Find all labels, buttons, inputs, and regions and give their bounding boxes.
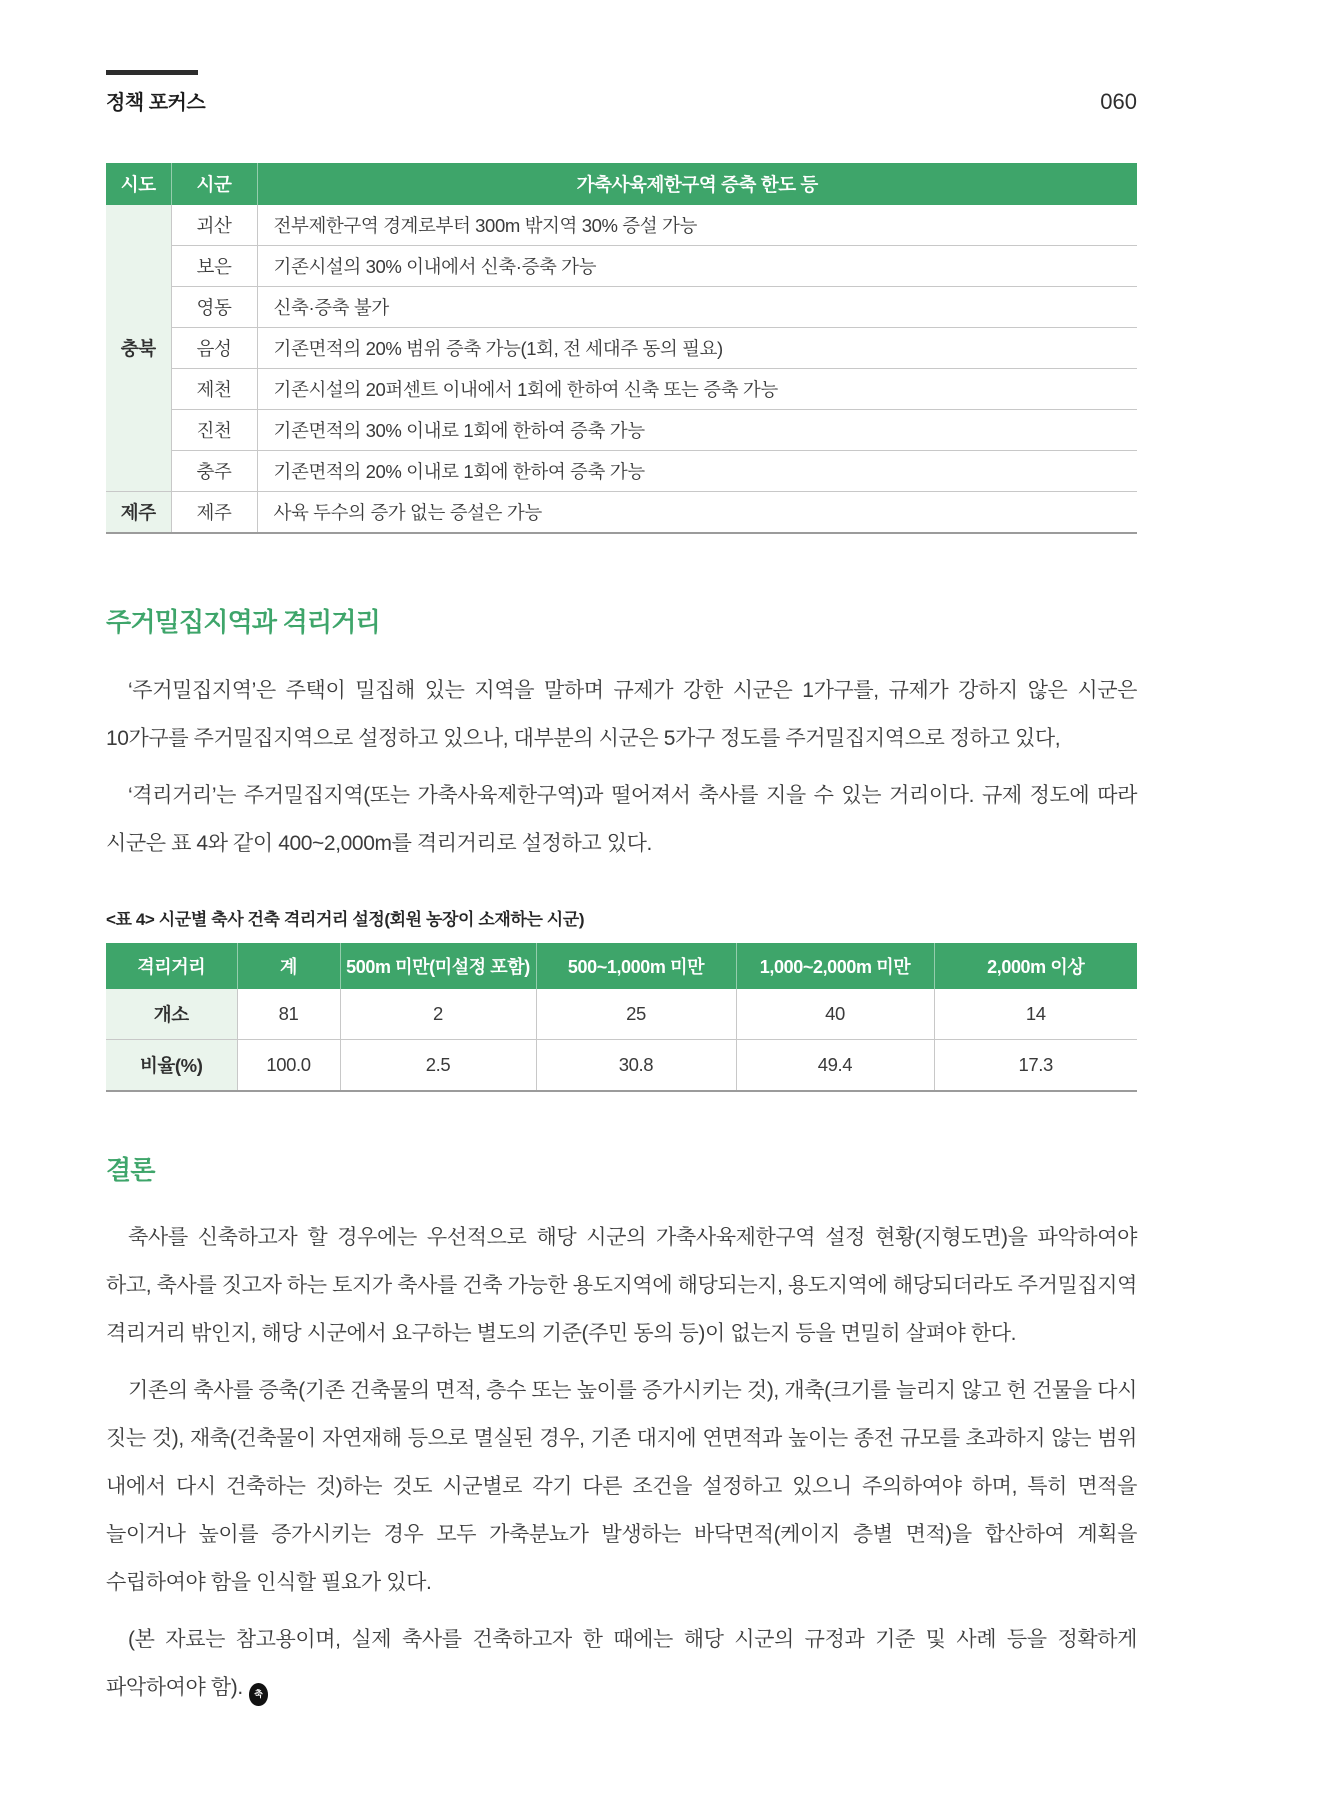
column-header-distance: 격리거리: [106, 943, 237, 989]
row-label-cell: 개소: [106, 989, 237, 1040]
body-paragraph: ‘주거밀집지역’은 주택이 밀집해 있는 지역을 말하며 규제가 강한 시군은 1가구를, 규제가 강하지 않은 시군은 10가구를 주거밀집지역으로 설정하고 있으나, 대부분의 시군은 5가구 정도를 주거밀집지역으로 정하고 있다,: [106, 678, 1137, 750]
body-paragraph: 축사를 신축하고자 할 경우에는 우선적으로 해당 시군의 가축사육제한구역 설정 현황(지형도면)을 파악하여야 하고, 축사를 짓고자 하는 토지가 축사를 건축 가능한 용도지역에 해당되는지, 용도지역에 해당되더라도 주거밀집지역 격리거리 밖인지, 해당 시군에서 요구하는 별도의 기준(주민 동의 등)이 없는지 등을 면밀히 살펴야 한다.: [106, 1226, 1137, 1345]
limit-cell: 기존시설의 30% 이내에서 신축·증축 가능: [257, 246, 1137, 287]
limit-cell: 전부제한구역 경계로부터 300m 밖지역 30% 증설 가능: [273, 215, 697, 236]
district-cell: 보은: [171, 246, 257, 287]
value-cell: 40: [736, 989, 934, 1040]
district-cell: 진천: [171, 410, 257, 451]
table-row: [106, 246, 1137, 287]
value-cell: 2: [340, 989, 536, 1040]
table-row: [106, 369, 1137, 410]
table-row: [106, 205, 1137, 246]
section-title-conclusion: 결론: [106, 1154, 155, 1185]
limit-cell: 기존면적의 20% 범위 증축 가능(1회, 전 세대주 동의 필요): [257, 328, 1137, 369]
column-header-sido: 시도: [106, 163, 171, 205]
column-header-limit: 가축사육제한구역 증축 한도 등: [257, 163, 1137, 205]
column-header-total: 계: [237, 943, 340, 989]
column-header-under-500: 500m 미만(미설정 포함): [340, 943, 536, 989]
page-number: 060: [1100, 89, 1137, 114]
table-row: [106, 410, 1137, 451]
header-row: [106, 943, 1137, 989]
table-row: [106, 989, 1137, 1040]
value-cell: 30.8: [536, 1039, 736, 1091]
column-header-1000-2000: 1,000~2,000m 미만: [736, 943, 934, 989]
district-cell: 제천: [171, 369, 257, 410]
value-cell: 49.4: [736, 1039, 934, 1091]
isolation-distance-table-body: [106, 989, 1137, 1091]
value-cell: 17.3: [934, 1039, 1137, 1091]
table-row: [106, 287, 1137, 328]
table-row: [106, 492, 1137, 534]
district-cell: 제주: [171, 492, 257, 534]
limit-cell: 사육 두수의 증가 없는 증설은 가능: [257, 492, 1137, 534]
district-cell: 괴산: [171, 205, 257, 246]
value-cell: 81: [237, 989, 340, 1040]
column-header-over-2000: 2,000m 이상: [934, 943, 1137, 989]
closing-note-text: (본 자료는 참고용이며, 실제 축사를 건축하고자 한 때에는 해당 시군의 규정과 기준 및 사례 등을 정확하게 파악하여야 함).: [106, 1628, 1137, 1699]
section-kicker: 정책 포커스: [106, 92, 206, 114]
expansion-limit-table-head: [106, 163, 1137, 205]
limit-cell: 기존면적의 20% 이내로 1회에 한하여 증축 가능: [257, 451, 1137, 492]
value-cell: 100.0: [237, 1039, 340, 1091]
district-cell: 충주: [171, 451, 257, 492]
limit-cell: 신축·증축 불가: [257, 287, 1137, 328]
value-cell: 25: [536, 989, 736, 1040]
table-row: [106, 1039, 1137, 1091]
expansion-limit-table: [106, 163, 1137, 534]
article-end-seal-icon: 축: [249, 1683, 268, 1706]
table4-caption: <표 4> 시군별 축사 건축 격리거리 설정(회원 농장이 소재하는 시군): [106, 909, 585, 929]
row-label-cell: 비율(%): [106, 1039, 237, 1091]
isolation-distance-table: [106, 943, 1137, 1092]
province-cell: 충북: [106, 205, 171, 492]
province-cell: 제주: [106, 492, 171, 534]
page-header: [106, 70, 1137, 115]
district-cell: 영동: [171, 287, 257, 328]
body-paragraph-last: [106, 1616, 1137, 1712]
kicker-rule: [106, 70, 198, 75]
limit-cell: 기존면적의 30% 이내로 1회에 한하여 증축 가능: [257, 410, 1137, 451]
expansion-limit-table-body: [106, 205, 1137, 533]
body-paragraph: 기존의 축사를 증축(기존 건축물의 면적, 층수 또는 높이를 증가시키는 것), 개축(크기를 늘리지 않고 헌 건물을 다시 짓는 것), 재축(건축물이 자연재해 등으로 멸실된 경우, 기존 대지에 연면적과 높이는 종전 규모를 초과하지 않는 범위 내에서 다시 건축하는 것)하는 것도 시군별로 각기 다른 조건을 설정하고 있으니 주의하여야 하며, 특히 면적을 늘이거나 높이를 증가시키는 경우 모두 가축분뇨가 발생하는 바닥면적(케이지 층별 면적)을 합산하여 계획을 수립하여야 함을 인식할 필요가 있다.: [106, 1379, 1137, 1594]
isolation-distance-table-head: [106, 943, 1137, 989]
value-cell: 14: [934, 989, 1137, 1040]
district-cell: 음성: [171, 328, 257, 369]
table-row: [106, 451, 1137, 492]
header-row: [106, 163, 1137, 205]
column-header-sigun: 시군: [171, 163, 257, 205]
column-header-500-1000: 500~1,000m 미만: [536, 943, 736, 989]
body-paragraph: ‘격리거리’는 주거밀집지역(또는 가축사육제한구역)과 떨어져서 축사를 지을 수 있는 거리이다. 규제 정도에 따라 시군은 표 4와 같이 400~2,000m를 격리거리로 설정하고 있다.: [106, 783, 1137, 855]
limit-cell: 기존시설의 20퍼센트 이내에서 1회에 한하여 신축 또는 증축 가능: [257, 369, 1137, 410]
value-cell: 2.5: [340, 1039, 536, 1091]
kicker-block: [106, 70, 205, 115]
section-title-density-distance: 주거밀집지역과 격리거리: [106, 607, 380, 637]
table-row: [106, 328, 1137, 369]
